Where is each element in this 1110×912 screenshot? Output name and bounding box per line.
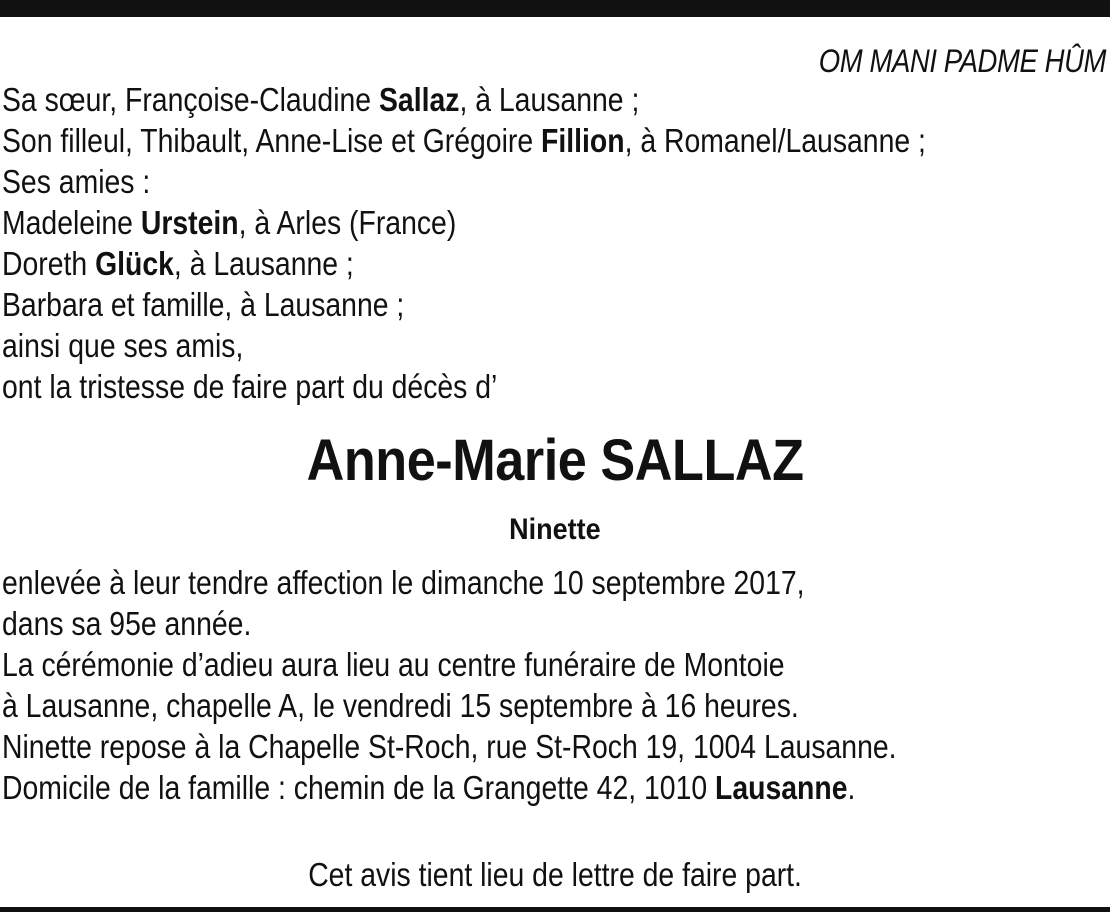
detail-line: [2, 767, 1086, 808]
line-text: Madeleine: [2, 204, 141, 241]
family-surname: Fillion: [541, 122, 625, 159]
line-text: , à Lausanne ;: [173, 245, 354, 282]
line-text: enlevée à leur tendre affection le dimanche 10 septembre 2017,: [2, 564, 805, 601]
line-text: , à Romanel/Lausanne ;: [624, 122, 926, 159]
family-line: [2, 79, 1086, 120]
line-text: Doreth: [2, 245, 96, 282]
line-text: , à Lausanne ;: [459, 81, 640, 118]
line-text: .: [847, 769, 856, 806]
emphasis-text: Lausanne: [715, 769, 848, 806]
top-border-rule: [0, 0, 1110, 17]
deceased-name: [0, 426, 1110, 496]
line-text: ont la tristesse de faire part du décès d’: [2, 368, 498, 405]
family-surname: Sallaz: [378, 81, 460, 118]
closing-text: Cet avis tient lieu de lettre de faire part.: [308, 856, 802, 893]
line-text: Ses amies :: [2, 163, 151, 200]
family-line: [2, 120, 1086, 161]
family-line: [2, 325, 1086, 366]
family-surname: Glück: [95, 245, 174, 282]
detail-line: [2, 644, 1086, 685]
detail-line: [2, 685, 1086, 726]
line-text: Ninette repose à la Chapelle St-Roch, rue St-Roch 19, 1004 Lausanne.: [2, 728, 897, 765]
line-text: ainsi que ses amis,: [2, 327, 244, 364]
line-text: Sa sœur, Françoise-Claudine: [2, 81, 379, 118]
family-line: [2, 366, 1086, 407]
family-line: [2, 284, 1086, 325]
details-list: [2, 562, 1086, 808]
family-line: [2, 161, 1086, 202]
line-text: Son filleul, Thibault, Anne-Lise et Grégoire: [2, 122, 542, 159]
closing-note: [0, 854, 1110, 896]
line-text: Domicile de la famille : chemin de la Grangette 42, 1010: [2, 769, 716, 806]
family-surname: Urstein: [140, 204, 239, 241]
line-text: à Lausanne, chapelle A, le vendredi 15 septembre à 16 heures.: [2, 687, 799, 724]
detail-line: [2, 562, 1086, 603]
bottom-border-rule: [0, 907, 1110, 912]
line-text: , à Arles (France): [238, 204, 457, 241]
nickname-text: Ninette: [509, 513, 601, 546]
line-text: dans sa 95e année.: [2, 605, 252, 642]
family-line: [2, 243, 1086, 284]
family-list: [2, 79, 1086, 407]
motto: OM MANI PADME HÛM: [818, 43, 1106, 79]
detail-line: [2, 603, 1086, 644]
line-text: La cérémonie d’adieu aura lieu au centre funéraire de Montoie: [2, 646, 785, 683]
deceased-name-text: Anne-Marie SALLAZ: [306, 428, 804, 493]
deceased-nickname: [0, 510, 1110, 550]
detail-line: [2, 726, 1086, 767]
family-line: [2, 202, 1086, 243]
line-text: Barbara et famille, à Lausanne ;: [2, 286, 405, 323]
